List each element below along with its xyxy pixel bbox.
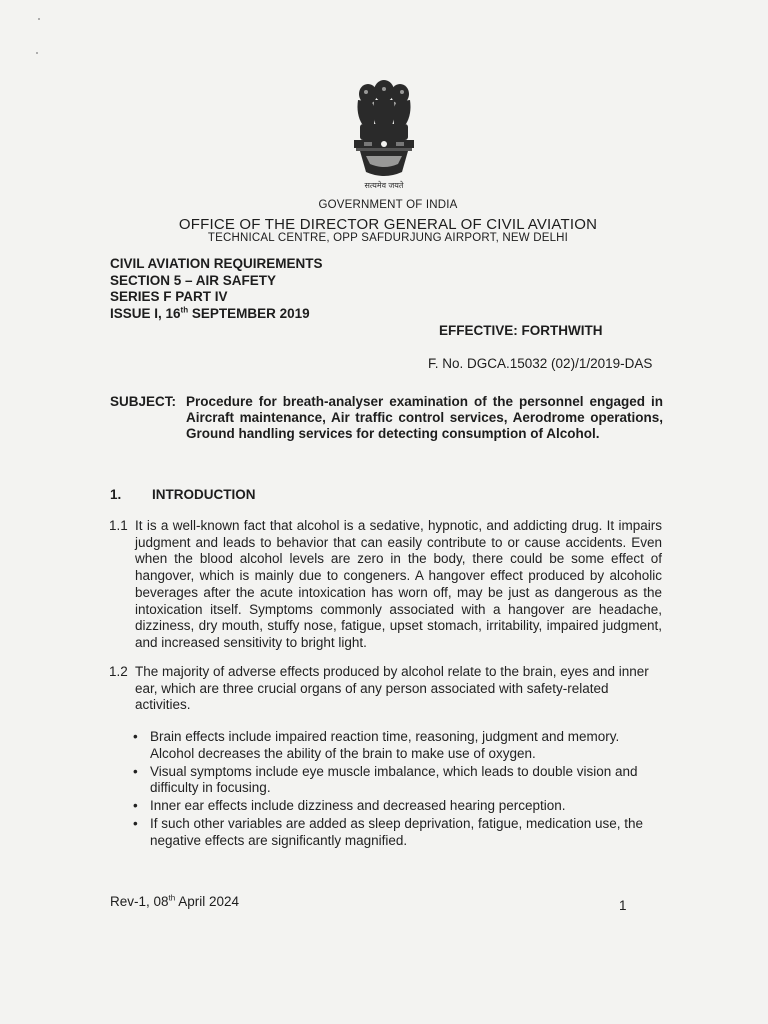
- car-section: SECTION 5 – AIR SAFETY: [110, 272, 277, 288]
- paragraph-number: 1.1: [109, 518, 128, 533]
- car-series: SERIES F PART IV: [110, 289, 228, 304]
- car-title: CIVIL AVIATION REQUIREMENTS: [110, 256, 323, 271]
- paragraph-1-2: [109, 664, 662, 714]
- page-number: 1: [619, 898, 627, 913]
- bullet-icon: •: [133, 816, 138, 831]
- car-issue: [110, 306, 323, 323]
- paragraph-number: 1.2: [109, 664, 128, 679]
- effective-date: EFFECTIVE: FORTHWITH: [439, 323, 603, 338]
- bullet-text: If such other variables are added as sleep deprivation, fatigue, medication use, the negative effects are significantly magnified.: [150, 816, 644, 848]
- revision-suffix: April 2024: [175, 894, 239, 909]
- bullet-list: [130, 729, 662, 851]
- paragraph-text: It is a well-known fact that alcohol is a sedative, hypnotic, and addicting drug. It impairs judgment and leads to behavior that can easily contribute to or cause accidents. Even when the blood alcohol levels are zero in the body, there could be some effect of hangover, which is mainly due to congeners. A hangover effect produced by alcoholic beverages after the acute intoxication has worn off, may be just as dangerous as the intoxication itself. Symptoms commonly associated with a hangover are headache, dizziness, dry mouth, stuffy nose, fatigue, upset stomach, irritability, impaired judgment, and increased sensitivity to bright light.: [135, 518, 662, 650]
- scan-speck: [36, 52, 38, 54]
- subject-text: Procedure for breath-analyser examination of the personnel engaged in Aircraft maintenance, Air traffic control services, Aerodrome operations, Ground handling services for detecting consumption of Alcohol.: [186, 394, 663, 441]
- national-emblem: [346, 80, 422, 192]
- technical-centre-address: TECHNICAL CENTRE, OPP SAFDURJUNG AIRPORT, NEW DELHI: [207, 232, 569, 244]
- bullet-icon: •: [133, 763, 138, 779]
- emblem-motto: सत्यमेव जयते: [364, 181, 404, 190]
- file-number: F. No. DGCA.15032 (02)/1/2019-DAS: [428, 356, 653, 371]
- section-title: INTRODUCTION: [152, 487, 256, 502]
- bullet-text: Inner ear effects include dizziness and decreased hearing perception.: [150, 798, 566, 813]
- revision-prefix: Rev-1, 08: [110, 894, 169, 909]
- subject-label: SUBJECT:: [110, 394, 177, 409]
- bullet-icon: •: [133, 729, 138, 744]
- car-issue-sup: th: [180, 305, 189, 314]
- government-heading: GOVERNMENT OF INDIA: [318, 199, 458, 211]
- list-item: [130, 764, 662, 797]
- revision-sup: th: [168, 893, 176, 903]
- bullet-icon: •: [133, 798, 138, 813]
- list-item: [130, 798, 662, 815]
- section-number: 1.: [110, 487, 122, 502]
- revision-note: [110, 894, 239, 909]
- list-item: [130, 816, 662, 849]
- car-block: [110, 256, 323, 322]
- bullet-text: Brain effects include impaired reaction time, reasoning, judgment and memory. Alcohol decreases the ability of the brain to make use of oxygen.: [150, 729, 620, 761]
- office-heading: OFFICE OF THE DIRECTOR GENERAL OF CIVIL AVIATION: [178, 216, 598, 233]
- paragraph-text: The majority of adverse effects produced by alcohol relate to the brain, eyes and inner ear, which are three crucial organs of any person associated with safety-related activities.: [135, 664, 649, 713]
- list-item: [130, 729, 662, 762]
- scan-speck: [38, 18, 40, 20]
- paragraph-1-1: [109, 518, 662, 652]
- car-issue-suffix: SEPTEMBER 2019: [188, 305, 310, 321]
- bullet-text: Visual symptoms include eye muscle imbalance, which leads to double vision and difficulty in focusing.: [150, 763, 638, 795]
- car-issue-prefix: ISSUE I, 16: [110, 305, 181, 321]
